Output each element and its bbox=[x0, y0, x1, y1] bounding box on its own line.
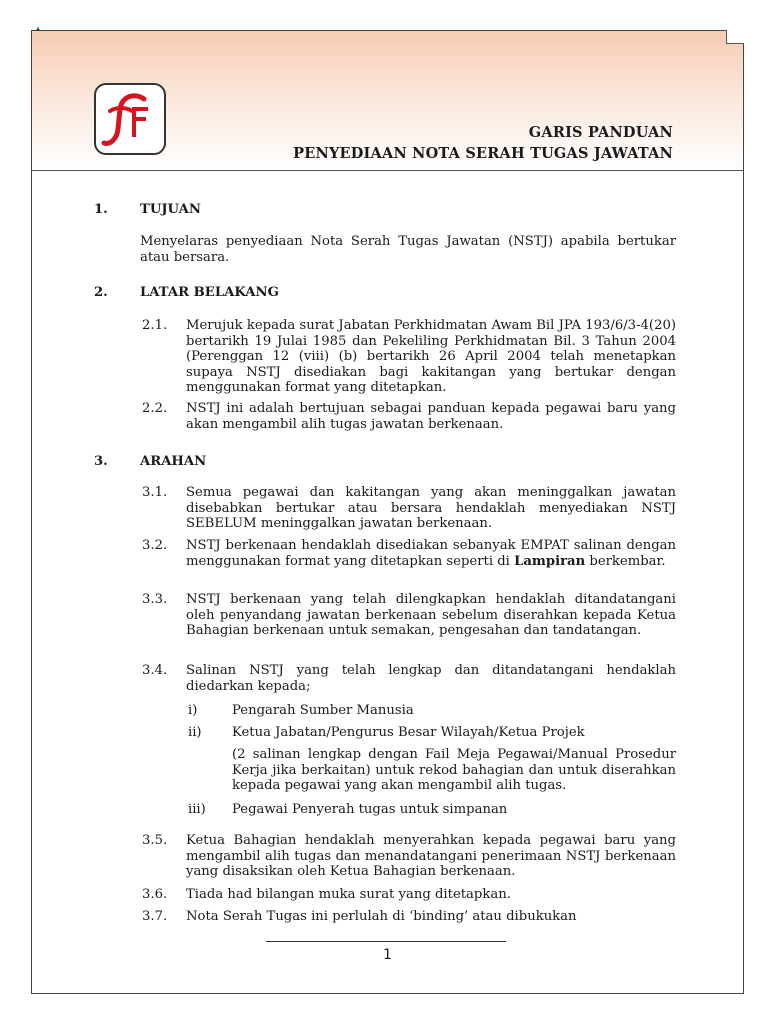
item-number: 3.5. bbox=[142, 833, 168, 848]
title-line-2: PENYEDIAAN NOTA SERAH TUGAS JAWATAN bbox=[293, 145, 673, 162]
title-line-1: GARIS PANDUAN bbox=[528, 124, 673, 141]
item-number: 3.4. bbox=[142, 663, 168, 678]
paragraph-3-1: Semua pegawai dan kakitangan yang akan meninggalkan jawatan disebabkan bertukar atau bersara hendaklah menyediakan NSTJ SEBELUM meninggalkan jawatan berkenaan. bbox=[186, 485, 676, 531]
item-number: 2.2. bbox=[142, 401, 168, 416]
item-number: 3.1. bbox=[142, 485, 168, 500]
paragraph-2-2: NSTJ ini adalah bertujuan sebagai panduan kepada pegawai baru yang akan mengambil alih tugas jawatan berkenaan. bbox=[186, 401, 676, 432]
sublist-note: (2 salinan lengkap dengan Fail Meja Pegawai/Manual Prosedur Kerja jika berkaitan) untuk rekod bahagian dan untuk diserahkan kepada pegawai yang akan mengambil alih tugas. bbox=[232, 747, 676, 793]
lampiran-ref: Lampiran bbox=[514, 553, 586, 569]
paragraph-3-6: Tiada had bilangan muka surat yang ditetapkan. bbox=[186, 887, 511, 902]
paragraph-text: NSTJ berkenaan hendaklah disediakan sebanyak EMPAT salinan dengan menggunakan format yang ditetapkan seperti di bbox=[186, 538, 676, 569]
item-number: 3.2. bbox=[142, 538, 168, 553]
page-number: 1 bbox=[383, 947, 392, 963]
sublist-number: ii) bbox=[188, 725, 202, 740]
sublist-item: Pegawai Penyerah tugas untuk simpanan bbox=[232, 802, 508, 817]
document-title bbox=[293, 122, 673, 164]
section-heading-latar-belakang: LATAR BELAKANG bbox=[140, 285, 279, 300]
paragraph-2-1: Merujuk kepada surat Jabatan Perkhidmatan Awam Bil JPA 193/6/3-4(20) bertarikh 19 Julai 1985 dan Pekeliling Perkhidmatan Bil. 3 Tahun 2004 (Perenggan 12 (viii) (b) bertarikh 26 April 2004 telah menetapkan supaya NSTJ disediakan bagi kakitangan yang bertukar dengan menggunakan format yang ditetapkan. bbox=[186, 318, 676, 395]
company-logo bbox=[94, 83, 166, 155]
paragraph-3-3: NSTJ berkenaan yang telah dilengkapkan hendaklah ditandatangani oleh penyandang jawatan berkenaan sebelum diserahkan kepada Ketua Bahagian berkenaan untuk semakan, pengesahan dan tandatangan. bbox=[186, 592, 676, 638]
section-number: 1. bbox=[94, 202, 108, 217]
paragraph-3-2 bbox=[186, 538, 676, 569]
paragraph-3-4: Salinan NSTJ yang telah lengkap dan ditandatangani hendaklah diedarkan kepada; bbox=[186, 663, 676, 694]
document-page bbox=[31, 30, 744, 994]
item-number: 3.7. bbox=[142, 909, 168, 924]
paragraph-3-7: Nota Serah Tugas ini perlulah di ‘binding’ atau dibukukan bbox=[186, 909, 577, 924]
section-number: 2. bbox=[94, 285, 108, 300]
page-fold-corner bbox=[726, 30, 744, 44]
paragraph-tujuan: Menyelaras penyediaan Nota Serah Tugas Jawatan (NSTJ) apabila bertukar atau bersara. bbox=[140, 234, 676, 265]
item-number: 3.6. bbox=[142, 887, 168, 902]
sublist-item: Pengarah Sumber Manusia bbox=[232, 703, 414, 718]
logo-f-icon bbox=[96, 85, 164, 153]
item-number: 2.1. bbox=[142, 318, 168, 333]
sublist-number: i) bbox=[188, 703, 198, 718]
section-heading-arahan: ARAHAN bbox=[140, 454, 207, 469]
paragraph-text: berkembar. bbox=[585, 553, 666, 569]
sublist-item: Ketua Jabatan/Pengurus Besar Wilayah/Ketua Projek bbox=[232, 725, 585, 740]
footer-rule bbox=[266, 941, 506, 942]
sublist-number: iii) bbox=[188, 802, 206, 817]
section-number: 3. bbox=[94, 454, 108, 469]
section-heading-tujuan: TUJUAN bbox=[140, 202, 201, 217]
item-number: 3.3. bbox=[142, 592, 168, 607]
paragraph-3-5: Ketua Bahagian hendaklah menyerahkan kepada pegawai baru yang mengambil alih tugas dan menandatangani penerimaan NSTJ berkenaan yang disaksikan oleh Ketua Bahagian berkenaan. bbox=[186, 833, 676, 879]
